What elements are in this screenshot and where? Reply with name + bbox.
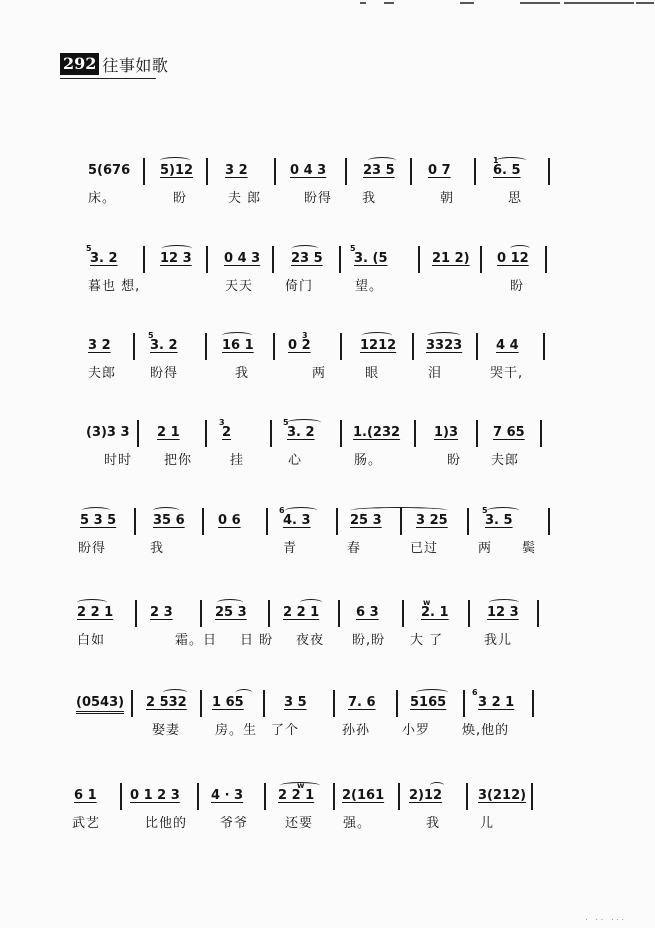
lyric-text: 儿 (480, 816, 495, 831)
measure-notes: 1.(232 (353, 425, 401, 440)
lyric-text: 鬓 (522, 541, 537, 556)
lyric-text: 夫 郎 (228, 191, 262, 206)
bar-line (410, 158, 412, 185)
bar-line (266, 508, 268, 535)
bar-line (548, 158, 550, 185)
lyric-text: 心 (288, 453, 303, 468)
lyric-text: 眼 (365, 366, 380, 381)
lyric-text: 盼得 (304, 191, 333, 206)
measure-notes: 25 3 (215, 605, 247, 620)
lyric-text: 了个 (271, 723, 300, 738)
score-row (0, 158, 655, 218)
grace-note: w (297, 781, 305, 790)
bar-line (340, 420, 342, 447)
lyric-text: 我 (150, 541, 165, 556)
measure-notes: 35 6 (153, 513, 185, 528)
lyric-text: 夜夜 (296, 633, 325, 648)
measure-notes: 12 3 (487, 605, 519, 620)
measure-notes: 6 1 (74, 788, 97, 803)
corner-marks: . .. ... (585, 914, 627, 922)
bar-line (134, 508, 136, 535)
bar-line (197, 783, 199, 810)
bar-line (200, 690, 202, 717)
bar-line (543, 333, 545, 360)
lyric-text: 夫郎 (88, 366, 117, 381)
lyric-text: 武艺 (72, 816, 101, 831)
lyric-text: 挂 (230, 453, 245, 468)
lyric-text: 盼 (510, 279, 525, 294)
lyric-text: 望。 (355, 279, 384, 294)
measure-notes: 3. 2 (90, 251, 118, 266)
measure-notes: 1212 (360, 338, 397, 353)
bar-line (345, 158, 347, 185)
lyric-text: 哭干, (490, 366, 524, 381)
lyric-text: 盼 (447, 453, 462, 468)
lyric-text: 白如 (77, 633, 106, 648)
measure-notes: 7. 6 (348, 695, 376, 710)
bar-line (412, 333, 414, 360)
lyric-text: 我儿 (484, 633, 513, 648)
measure-notes: 5 3 5 (80, 513, 117, 528)
lyric-text: 盼 (173, 191, 188, 206)
grace-note: 3 (219, 418, 225, 427)
measure-notes: 5(676 (88, 163, 131, 178)
score-row (0, 690, 655, 750)
lyric-text: 霜。日 (175, 633, 218, 648)
measure-notes: 0 4 3 (224, 251, 261, 266)
lyric-text: 焕,他的 (462, 723, 510, 738)
measure-notes: (0543) (76, 695, 124, 714)
bar-line (339, 246, 341, 273)
book-title: 往事如歌 (102, 55, 169, 75)
measure-notes: 2 2 1 (283, 605, 320, 620)
bar-line (120, 783, 122, 810)
bar-line (540, 420, 542, 447)
measure-notes: 2)12 (409, 788, 443, 803)
bar-line (398, 783, 400, 810)
measure-notes: 25 3 (350, 513, 382, 528)
bar-line (336, 508, 338, 535)
measure-notes: 3323 (426, 338, 463, 353)
grace-note: 3 (302, 331, 308, 340)
measure-notes: 0 7 (428, 163, 451, 178)
lyric-text: 肠。 (354, 453, 383, 468)
measure-notes: 23 5 (363, 163, 395, 178)
measure-notes: 6. 5 (493, 163, 521, 178)
score-row (0, 600, 655, 660)
measure-notes: 2 532 (146, 695, 187, 710)
bar-line (135, 600, 137, 627)
lyric-text: 已过 (410, 541, 439, 556)
bar-line (133, 333, 135, 360)
bar-line (531, 783, 533, 810)
bar-line (273, 333, 275, 360)
bar-line (270, 420, 272, 447)
grace-note: 5 (86, 244, 92, 253)
score-row (0, 420, 655, 480)
measure-notes: 4 4 (496, 338, 519, 353)
lyric-text: 倚门 (285, 279, 314, 294)
lyric-text: 暮也 想, (88, 279, 141, 294)
lyric-text: 思 (508, 191, 523, 206)
measure-notes: 0 6 (218, 513, 241, 528)
lyric-text: 两 (312, 366, 327, 381)
lyric-text: 床。 (88, 191, 117, 206)
lyric-text: 孙孙 (342, 723, 371, 738)
grace-note: 5 (350, 244, 356, 253)
bar-line (272, 246, 274, 273)
measure-notes: 2. 1 (421, 605, 449, 620)
bar-line (418, 246, 420, 273)
scan-noise-top (360, 0, 655, 6)
bar-line (202, 508, 204, 535)
lyric-text: 我 (362, 191, 377, 206)
bar-line (548, 508, 550, 535)
bar-line (537, 600, 539, 627)
measure-notes: 1)3 (434, 425, 459, 440)
measure-notes: 2 (222, 425, 232, 440)
measure-notes: 3 2 (225, 163, 248, 178)
bar-line (333, 690, 335, 717)
measure-notes: 3. 5 (485, 513, 513, 528)
bar-line (268, 600, 270, 627)
lyric-text: 时时 (104, 453, 133, 468)
measure-notes: 21 2) (432, 251, 470, 266)
measure-notes: 23 5 (291, 251, 323, 266)
bar-line (205, 420, 207, 447)
measure-notes: 12 3 (160, 251, 192, 266)
measure-notes: 0 2 (288, 338, 311, 353)
score-row (0, 783, 655, 843)
bar-line (206, 246, 208, 273)
measure-notes: (3)3 3 (86, 425, 130, 440)
bar-line (333, 783, 335, 810)
page-header (60, 52, 168, 76)
measure-notes: 3 25 (416, 513, 448, 528)
measure-notes: 2 1 (157, 425, 180, 440)
lyric-text: 房。生 (215, 723, 258, 738)
bar-line (200, 600, 202, 627)
lyric-text: 盼得 (150, 366, 179, 381)
score-row (0, 333, 655, 393)
bar-line (414, 420, 416, 447)
measure-notes: 3. 2 (287, 425, 315, 440)
bar-line (131, 690, 133, 717)
grace-note: 1 (493, 156, 499, 165)
lyric-text: 我 (426, 816, 441, 831)
bar-line (340, 333, 342, 360)
lyric-text: 比他的 (145, 816, 188, 831)
lyric-text: 朝 (440, 191, 455, 206)
lyric-text: 青 (283, 541, 298, 556)
bar-line (402, 600, 404, 627)
measure-notes: 0 1 2 3 (130, 788, 180, 803)
lyric-text: 把你 (164, 453, 193, 468)
bar-line (468, 600, 470, 627)
measure-notes: 3. 2 (150, 338, 178, 353)
bar-line (545, 246, 547, 273)
grace-note: 6 (472, 688, 478, 697)
lyric-text: 春 (347, 541, 362, 556)
measure-notes: 16 1 (222, 338, 254, 353)
bar-line (206, 158, 208, 185)
bar-line (396, 690, 398, 717)
measure-notes: 3. (5 (354, 251, 388, 266)
bar-line (467, 508, 469, 535)
measure-notes: 0 12 (497, 251, 529, 266)
grace-note: 5 (148, 331, 154, 340)
measure-notes: 7 65 (493, 425, 525, 440)
bar-line (466, 783, 468, 810)
measure-notes: 2 2 1 (77, 605, 114, 620)
lyric-text: 爷爷 (220, 816, 249, 831)
lyric-text: 日 盼 (240, 633, 274, 648)
bar-line (476, 333, 478, 360)
bar-line (474, 158, 476, 185)
bar-line (480, 246, 482, 273)
bar-line (463, 690, 465, 717)
page-number: 292 (60, 53, 99, 75)
bar-line (137, 420, 139, 447)
bar-line (205, 333, 207, 360)
bar-line (532, 690, 534, 717)
lyric-text: 盼得 (78, 541, 107, 556)
score-row (0, 508, 655, 568)
header-rule (60, 78, 156, 79)
grace-note: 5 (283, 418, 289, 427)
bar-line (338, 600, 340, 627)
lyric-text: 两 (478, 541, 493, 556)
grace-note: 6 (279, 506, 285, 515)
grace-note: 5 (482, 506, 488, 515)
lyric-text: 盼,盼 (352, 633, 386, 648)
measure-notes: 4 · 3 (211, 788, 244, 803)
measure-notes: 0 4 3 (290, 163, 327, 178)
measure-notes: 4. 3 (283, 513, 311, 528)
score-row (0, 246, 655, 306)
lyric-text: 还要 (285, 816, 314, 831)
bar-line (143, 246, 145, 273)
lyric-text: 我 (235, 366, 250, 381)
lyric-text: 小罗 (402, 723, 431, 738)
measure-notes: 3 5 (284, 695, 307, 710)
lyric-text: 泪 (428, 366, 443, 381)
measure-notes: 3 2 (88, 338, 111, 353)
measure-notes: 5)12 (160, 163, 194, 178)
measure-notes: 2(161 (342, 788, 385, 803)
measure-notes: 5165 (410, 695, 447, 710)
lyric-text: 大 了 (410, 633, 444, 648)
bar-line (263, 690, 265, 717)
lyric-text: 天天 (225, 279, 254, 294)
bar-line (143, 158, 145, 185)
measure-notes: 2 2 1 (278, 788, 315, 803)
bar-line (476, 420, 478, 447)
measure-notes: 2 3 (150, 605, 173, 620)
bar-line (264, 783, 266, 810)
lyric-text: 娶妻 (152, 723, 181, 738)
lyric-text: 强。 (343, 816, 372, 831)
measure-notes: 6 3 (356, 605, 379, 620)
bar-line (274, 158, 276, 185)
measure-notes: 1 65 (212, 695, 244, 710)
grace-note: w (423, 598, 431, 607)
measure-notes: 3(212) (478, 788, 527, 803)
lyric-text: 夫郎 (491, 453, 520, 468)
measure-notes: 3 2 1 (478, 695, 515, 710)
